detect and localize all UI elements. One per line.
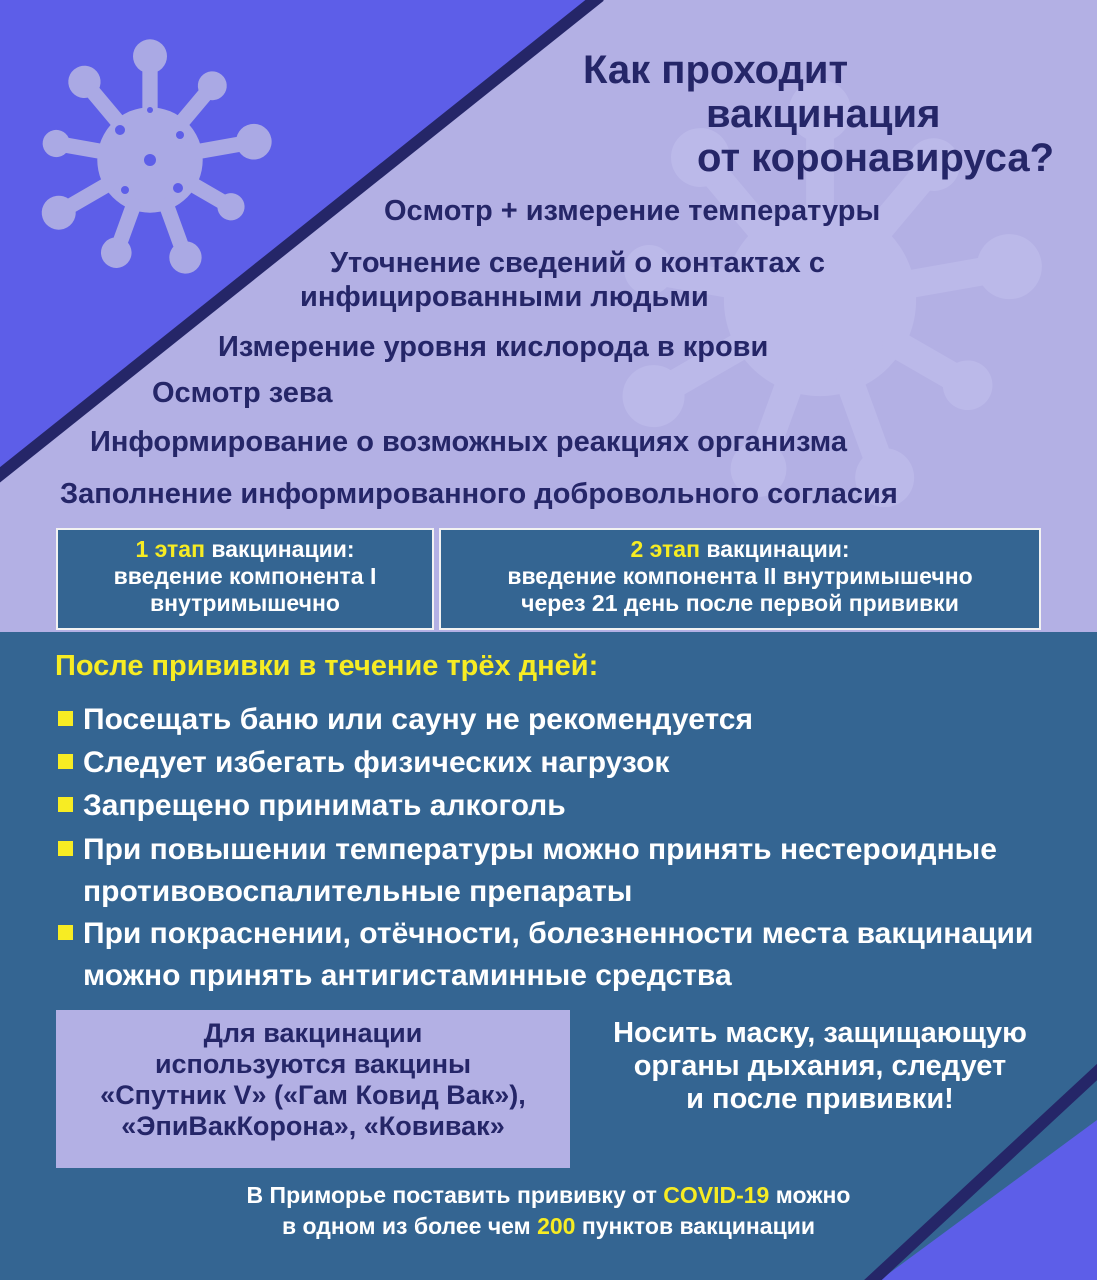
step-exam-temperature: Осмотр + измерение температуры [384,195,881,227]
vaccines-box [56,1010,570,1168]
bullet-icon [58,841,73,856]
bullet-icon [58,925,73,940]
stage-1-box [56,528,434,630]
footer-text: в одном из более чем [281,1213,538,1239]
vaccines-line-1: Для вакцинации [203,1018,423,1048]
footer-note [0,1180,1097,1242]
advice-text: При повышении температуры можно принять нестероидные [83,833,997,866]
points-count: 200 [537,1213,576,1239]
stage-1-line-2: введение компонента I [113,563,377,589]
title-line-3: от коронавируса? [697,136,1055,180]
mask-note [590,1017,1050,1116]
stage-1-line-3: внутримышечно [150,590,340,616]
step-contacts-line-2: инфицированными людьми [300,281,709,313]
title-line-2: вакцинация [706,92,941,136]
advice-text: Следует избегать физических нагрузок [83,746,670,779]
advice-text: Запрещено принимать алкоголь [83,789,566,822]
advice-item [58,830,997,870]
bullet-icon [58,797,73,812]
mask-line-1: Носить маску, защищающую [613,1017,1027,1049]
advice-item-continued [58,872,632,912]
bullet-icon [58,711,73,726]
step-consent: Заполнение информированного добровольного согласия [60,478,898,510]
advice-item [58,786,566,826]
advice-text: Посещать баню или сауну не рекомендуется [83,703,753,736]
advice-item-continued [58,956,732,996]
bullet-icon [58,754,73,769]
vaccines-line-4: «ЭпиВакКорона», «Ковивак» [121,1111,505,1141]
title-line-1: Как проходит [583,48,849,92]
vaccines-line-2: используются вакцины [154,1049,472,1079]
advice-item [58,743,669,783]
step-throat: Осмотр зева [152,377,333,409]
stage-2-label: 2 этап [630,536,700,562]
footer-text: В Приморье поставить прививку от [246,1182,664,1208]
stage-2-line-2: введение компонента II внутримышечно [507,563,973,589]
step-contacts-line-1: Уточнение сведений о контактах с [330,247,825,279]
stage-1-label: 1 этап [135,536,205,562]
mask-line-2: органы дыхания, следует [633,1050,1007,1082]
advice-text: можно принять антигистаминные средства [83,959,732,992]
footer-text: пунктов вакцинации [575,1213,815,1239]
stage-2-line-3: через 21 день после первой прививки [521,590,959,616]
footer-text: можно [769,1182,851,1208]
advice-text: При покраснении, отёчности, болезненности места вакцинации [83,917,1034,950]
stage-1-suffix: вакцинации: [204,536,355,562]
advice-item [58,914,1033,954]
step-reactions: Информирование о возможных реакциях организма [90,426,848,458]
step-oxygen: Измерение уровня кислорода в крови [218,331,769,363]
advice-item [58,700,753,740]
mask-line-3: и после прививки! [686,1083,954,1115]
stage-2-box [439,528,1041,630]
advice-text: противовоспалительные препараты [83,875,633,908]
after-vaccination-title: После прививки в течение трёх дней: [55,650,599,682]
vaccines-line-3: «Спутник V» («Гам Ковид Вак»), [100,1080,526,1110]
covid-label: COVID-19 [663,1182,770,1208]
stage-2-suffix: вакцинации: [699,536,850,562]
